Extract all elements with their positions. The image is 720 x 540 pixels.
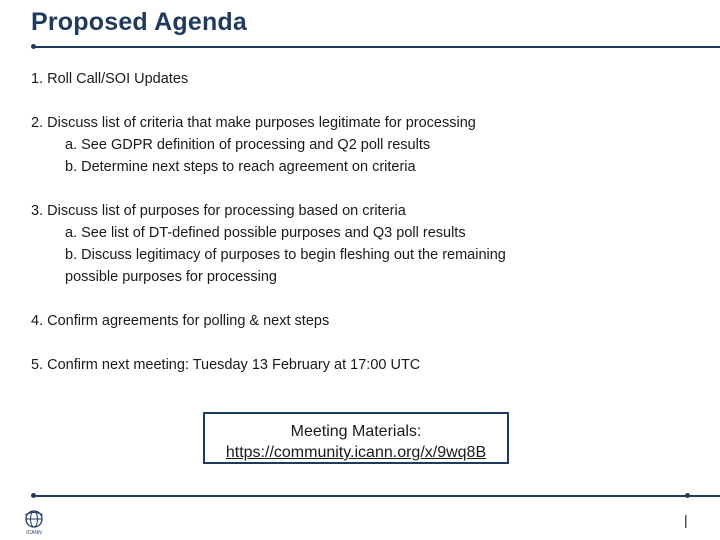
slide-title: Proposed Agenda: [31, 8, 247, 36]
icann-logo-text: ICANN: [26, 530, 42, 535]
icann-globe-logo-icon: [22, 509, 46, 535]
title-divider-dot: [31, 44, 36, 49]
meeting-materials-box: [203, 412, 509, 464]
agenda-item-2a: a. See GDPR definition of processing and Q2 poll results: [65, 137, 431, 153]
meeting-materials-link[interactable]: https://community.icann.org/x/9wq8B: [225, 444, 487, 461]
agenda-item-3: 3. Discuss list of purposes for processing based on criteria: [31, 203, 406, 219]
title-divider: [33, 46, 720, 48]
footer-divider-dot-right: [685, 493, 690, 498]
meeting-materials-label: Meeting Materials:: [290, 423, 422, 440]
footer-divider-dot-left: [31, 493, 36, 498]
agenda-item-3b-line1: b. Discuss legitimacy of purposes to begin fleshing out the remaining: [65, 247, 506, 263]
agenda-item-4: 4. Confirm agreements for polling & next steps: [31, 313, 330, 329]
agenda-item-2: 2. Discuss list of criteria that make purposes legitimate for processing: [31, 115, 476, 131]
agenda-item-5: 5. Confirm next meeting: Tuesday 13 February at 17:00 UTC: [31, 357, 421, 373]
page-number: |: [684, 512, 688, 528]
footer-divider: [33, 495, 720, 497]
agenda-item-3b-line2: possible purposes for processing: [65, 269, 277, 285]
agenda-item-3a: a. See list of DT-defined possible purposes and Q3 poll results: [65, 225, 466, 241]
agenda-item-1: 1. Roll Call/SOI Updates: [31, 71, 189, 87]
agenda-list: [31, 68, 631, 376]
agenda-item-2b: b. Determine next steps to reach agreement on criteria: [65, 159, 416, 175]
